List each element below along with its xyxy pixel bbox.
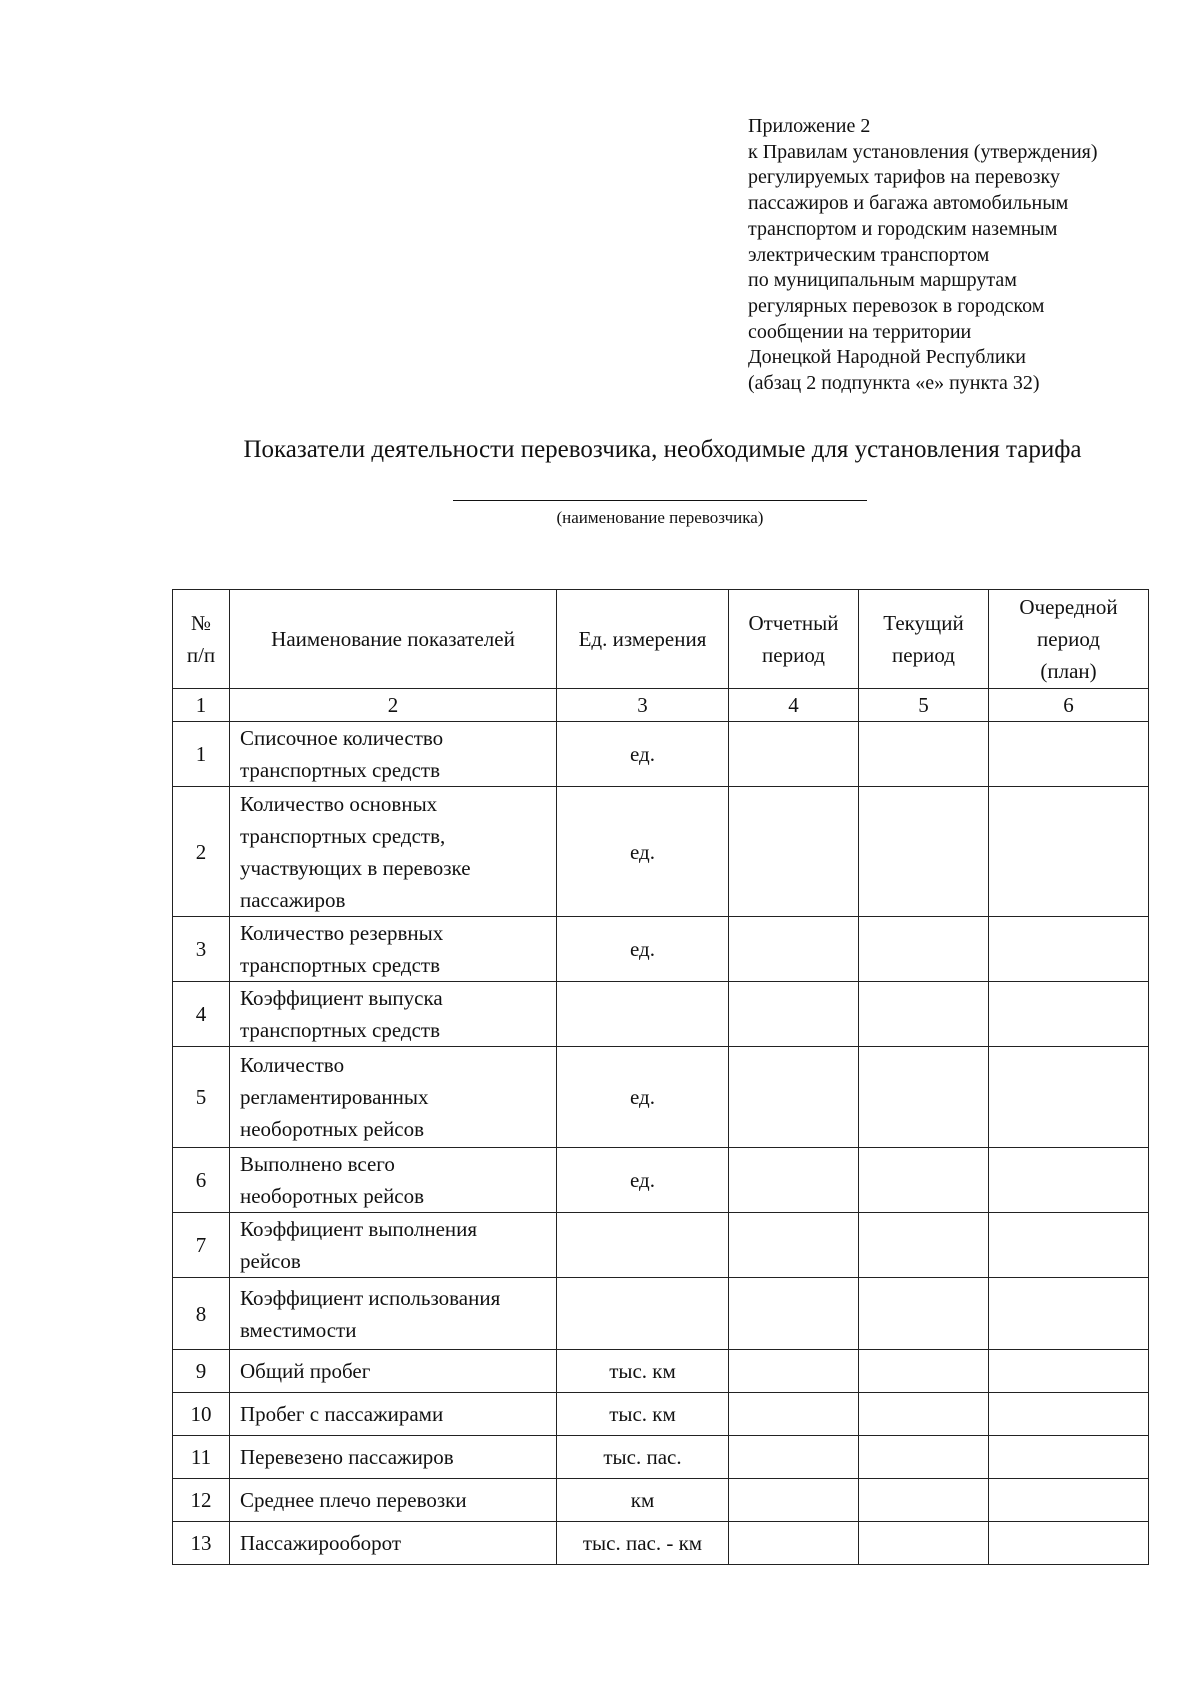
next-period-cell bbox=[989, 1350, 1149, 1393]
row-number: 8 bbox=[173, 1278, 230, 1350]
current-period-cell bbox=[859, 1047, 989, 1148]
header-num-line: № bbox=[190, 611, 212, 635]
indicator-name bbox=[230, 1047, 557, 1148]
table-row bbox=[173, 982, 1149, 1047]
carrier-name-caption: (наименование перевозчика) bbox=[556, 508, 764, 527]
column-number: 4 bbox=[729, 689, 859, 722]
indicator-name-line: Пробег с пассажирами bbox=[240, 1402, 444, 1426]
row-number: 10 bbox=[173, 1393, 230, 1436]
indicator-name bbox=[230, 1350, 557, 1393]
table-row bbox=[173, 1047, 1149, 1148]
next-period-cell bbox=[989, 917, 1149, 982]
unit-of-measure bbox=[557, 1213, 729, 1278]
indicator-name-line: пассажиров bbox=[240, 887, 346, 912]
table-row bbox=[173, 1350, 1149, 1393]
table-row bbox=[173, 1436, 1149, 1479]
next-period-cell bbox=[989, 787, 1149, 917]
next-period-cell bbox=[989, 1213, 1149, 1278]
indicator-name-line: необоротных рейсов bbox=[240, 1117, 425, 1141]
unit-of-measure: ед. bbox=[557, 1148, 729, 1213]
unit-of-measure: тыс. км bbox=[557, 1393, 729, 1436]
indicator-name bbox=[230, 1479, 557, 1522]
current-period-cell bbox=[859, 1393, 989, 1436]
next-period-cell bbox=[989, 1479, 1149, 1522]
reported-period-cell bbox=[729, 982, 859, 1047]
appendix-line: электрическим транспортом bbox=[748, 243, 990, 266]
indicator-name bbox=[230, 917, 557, 982]
header-reported-line: Отчетный bbox=[748, 611, 839, 635]
indicator-name bbox=[230, 787, 557, 917]
header-reported-line: период bbox=[762, 643, 825, 667]
indicator-name-line: Количество bbox=[240, 1053, 345, 1077]
indicator-name-line: регламентированных bbox=[240, 1085, 429, 1109]
header-reported-period bbox=[729, 590, 859, 689]
table-row bbox=[173, 1148, 1149, 1213]
row-number: 4 bbox=[173, 982, 230, 1047]
indicators-table bbox=[172, 589, 1149, 1565]
next-period-cell bbox=[989, 1522, 1149, 1565]
reported-period-cell bbox=[729, 1213, 859, 1278]
reported-period-cell bbox=[729, 1436, 859, 1479]
current-period-cell bbox=[859, 1278, 989, 1350]
current-period-cell bbox=[859, 1522, 989, 1565]
indicator-name-line: рейсов bbox=[240, 1249, 301, 1273]
table-row bbox=[173, 722, 1149, 787]
row-number: 12 bbox=[173, 1479, 230, 1522]
carrier-name-line bbox=[453, 500, 867, 501]
unit-of-measure: тыс. км bbox=[557, 1350, 729, 1393]
header-name: Наименование показателей bbox=[230, 590, 557, 689]
row-number: 3 bbox=[173, 917, 230, 982]
appendix-line: по муниципальным маршрутам bbox=[748, 269, 1017, 292]
header-num-line: п/п bbox=[186, 643, 216, 667]
next-period-cell bbox=[989, 1148, 1149, 1213]
table-row bbox=[173, 917, 1149, 982]
appendix-line: регулируемых тарифов на перевозку bbox=[748, 166, 1060, 189]
current-period-cell bbox=[859, 1213, 989, 1278]
appendix-line: транспортом и городским наземным bbox=[748, 217, 1058, 240]
header-next-line: Очередной bbox=[1019, 595, 1118, 619]
indicator-name-line: вместимости bbox=[240, 1317, 357, 1342]
indicator-name-line: Перевезено пассажиров bbox=[240, 1445, 454, 1469]
indicator-name-line: Списочное количество bbox=[240, 726, 444, 750]
current-period-cell bbox=[859, 982, 989, 1047]
table-row bbox=[173, 1393, 1149, 1436]
appendix-line: регулярных перевозок в городском bbox=[748, 294, 1045, 317]
column-number: 1 bbox=[173, 689, 230, 722]
table-row bbox=[173, 1213, 1149, 1278]
reported-period-cell bbox=[729, 722, 859, 787]
indicator-name-line: Коэффициент использования bbox=[240, 1285, 501, 1310]
indicator-name-line: Количество основных bbox=[240, 791, 438, 816]
indicator-name-line: транспортных средств bbox=[240, 953, 441, 977]
appendix-line: (абзац 2 подпункта «е» пункта 32) bbox=[748, 372, 1040, 395]
table-header-row bbox=[173, 590, 1149, 689]
reported-period-cell bbox=[729, 1047, 859, 1148]
indicator-name bbox=[230, 1436, 557, 1479]
indicator-name-line: транспортных средств, bbox=[240, 823, 446, 848]
document-title: Показатели деятельности перевозчика, необходимые для установления тарифа bbox=[243, 436, 1082, 463]
unit-of-measure: ед. bbox=[557, 722, 729, 787]
current-period-cell bbox=[859, 917, 989, 982]
unit-of-measure: ед. bbox=[557, 787, 729, 917]
header-next-line: (план) bbox=[1040, 659, 1097, 683]
current-period-cell bbox=[859, 1350, 989, 1393]
header-unit: Ед. измерения bbox=[557, 590, 729, 689]
row-number: 7 bbox=[173, 1213, 230, 1278]
indicator-name-line: Количество резервных bbox=[240, 921, 444, 945]
table-row bbox=[173, 787, 1149, 917]
unit-of-measure: тыс. пас. bbox=[557, 1436, 729, 1479]
unit-of-measure: ед. bbox=[557, 1047, 729, 1148]
current-period-cell bbox=[859, 1148, 989, 1213]
column-number: 5 bbox=[859, 689, 989, 722]
current-period-cell bbox=[859, 722, 989, 787]
appendix-line: Приложение 2 bbox=[748, 115, 871, 137]
indicator-name bbox=[230, 1213, 557, 1278]
current-period-cell bbox=[859, 1436, 989, 1479]
indicator-name bbox=[230, 722, 557, 787]
row-number: 2 bbox=[173, 787, 230, 917]
unit-of-measure: км bbox=[557, 1479, 729, 1522]
appendix-line: Донецкой Народной Республики bbox=[748, 346, 1026, 369]
column-number: 6 bbox=[989, 689, 1149, 722]
next-period-cell bbox=[989, 1393, 1149, 1436]
header-current-line: Текущий bbox=[883, 611, 964, 635]
table-row bbox=[173, 1278, 1149, 1350]
column-number: 2 bbox=[230, 689, 557, 722]
unit-of-measure bbox=[557, 982, 729, 1047]
indicator-name bbox=[230, 1393, 557, 1436]
reported-period-cell bbox=[729, 1350, 859, 1393]
reported-period-cell bbox=[729, 1148, 859, 1213]
indicator-name-line: необоротных рейсов bbox=[240, 1184, 425, 1208]
header-num bbox=[173, 590, 230, 689]
table-row bbox=[173, 1479, 1149, 1522]
column-number-row bbox=[173, 689, 1149, 722]
reported-period-cell bbox=[729, 917, 859, 982]
indicator-name bbox=[230, 1148, 557, 1213]
header-next-line: период bbox=[1037, 627, 1100, 651]
next-period-cell bbox=[989, 1436, 1149, 1479]
header-next-period bbox=[989, 590, 1149, 689]
unit-of-measure bbox=[557, 1278, 729, 1350]
indicator-name-line: Пассажирооборот bbox=[240, 1531, 402, 1555]
table-row bbox=[173, 1522, 1149, 1565]
appendix-line: пассажиров и багажа автомобильным bbox=[748, 192, 1069, 215]
reported-period-cell bbox=[729, 1393, 859, 1436]
indicator-name-line: Среднее плечо перевозки bbox=[240, 1488, 467, 1512]
next-period-cell bbox=[989, 1047, 1149, 1148]
current-period-cell bbox=[859, 787, 989, 917]
row-number: 6 bbox=[173, 1148, 230, 1213]
next-period-cell bbox=[989, 1278, 1149, 1350]
unit-of-measure: тыс. пас. - км bbox=[557, 1522, 729, 1565]
column-number: 3 bbox=[557, 689, 729, 722]
row-number: 5 bbox=[173, 1047, 230, 1148]
indicator-name-line: Коэффициент выпуска bbox=[240, 986, 443, 1010]
indicator-name bbox=[230, 982, 557, 1047]
row-number: 1 bbox=[173, 722, 230, 787]
reported-period-cell bbox=[729, 1522, 859, 1565]
indicator-name bbox=[230, 1278, 557, 1350]
indicator-name-line: Выполнено всего bbox=[240, 1152, 395, 1176]
reported-period-cell bbox=[729, 1479, 859, 1522]
appendix-block bbox=[748, 114, 1168, 397]
reported-period-cell bbox=[729, 1278, 859, 1350]
header-current-period bbox=[859, 590, 989, 689]
indicator-name-line: участвующих в перевозке bbox=[240, 855, 471, 880]
row-number: 11 bbox=[173, 1436, 230, 1479]
indicator-name-line: Общий пробег bbox=[240, 1359, 371, 1383]
header-current-line: период bbox=[892, 643, 955, 667]
indicator-name-line: транспортных средств bbox=[240, 758, 441, 782]
row-number: 9 bbox=[173, 1350, 230, 1393]
indicator-name-line: Коэффициент выполнения bbox=[240, 1217, 478, 1241]
appendix-line: сообщении на территории bbox=[748, 320, 972, 343]
next-period-cell bbox=[989, 722, 1149, 787]
row-number: 13 bbox=[173, 1522, 230, 1565]
reported-period-cell bbox=[729, 787, 859, 917]
indicator-name-line: транспортных средств bbox=[240, 1018, 441, 1042]
indicator-name bbox=[230, 1522, 557, 1565]
unit-of-measure: ед. bbox=[557, 917, 729, 982]
appendix-line: к Правилам установления (утверждения) bbox=[748, 140, 1098, 163]
next-period-cell bbox=[989, 982, 1149, 1047]
current-period-cell bbox=[859, 1479, 989, 1522]
